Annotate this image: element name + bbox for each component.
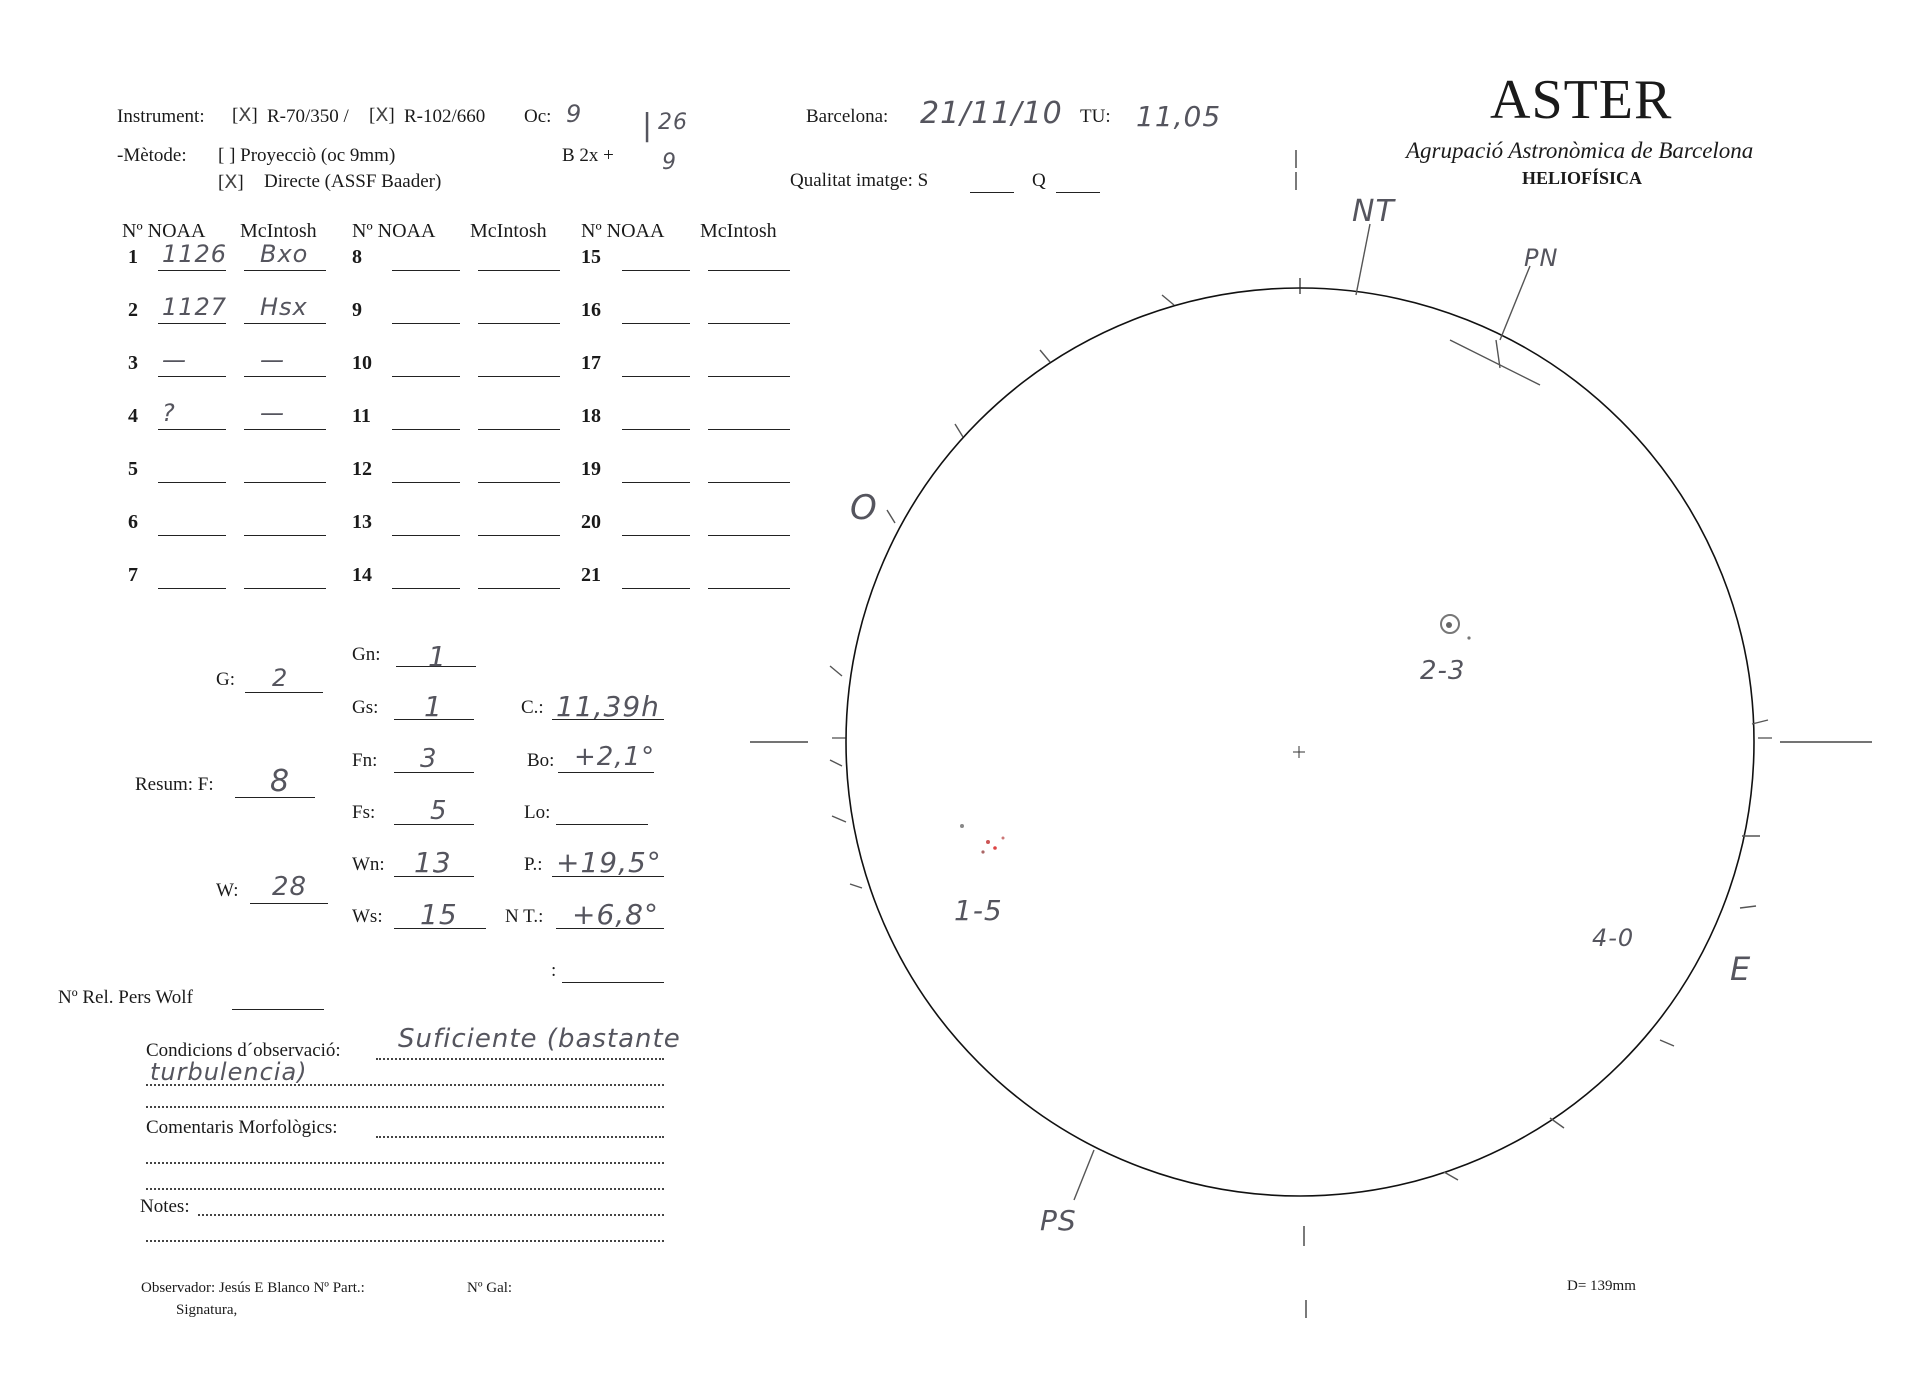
rim-tick: [1162, 295, 1174, 305]
noaa-value: ?: [162, 399, 176, 427]
oc-value: 9: [566, 100, 583, 128]
noaa-value: —: [162, 346, 187, 374]
bo-value: +2,1°: [574, 742, 656, 772]
ws-label: Ws:: [352, 906, 383, 927]
ps-line: [1074, 1150, 1094, 1200]
row-number: 15: [581, 246, 601, 268]
rim-tick: [1752, 720, 1768, 724]
table-header-mcintosh: McIntosh: [700, 220, 777, 242]
noaa-value: 1126: [162, 240, 228, 268]
row-number: 11: [352, 405, 371, 427]
rim-tick: [955, 424, 963, 437]
date-value: 21/11/10: [920, 96, 1063, 131]
c-value: 11,39h: [556, 690, 660, 723]
solar-disk: [846, 288, 1754, 1196]
row-number: 21: [581, 564, 601, 586]
heliofisica-label: HELIOFÍSICA: [1522, 168, 1643, 188]
lo-label: Lo:: [524, 802, 551, 823]
comentaris-label: Comentaris Morfològics:: [146, 1117, 338, 1138]
w-label: W:: [216, 880, 239, 901]
wn-value: 13: [414, 846, 452, 879]
group-1-5-label: 1-5: [954, 894, 1003, 927]
rim-tick: [1444, 1172, 1458, 1180]
row-number: 18: [581, 405, 601, 427]
sunspot-umbra: [1446, 622, 1452, 628]
nt-line: [1356, 224, 1370, 295]
row-number: 8: [352, 246, 362, 268]
gn-label: Gn:: [352, 644, 381, 665]
table-header-mcintosh: McIntosh: [470, 220, 547, 242]
row-number: 16: [581, 299, 601, 321]
b-bottom-value: 9: [662, 150, 677, 175]
condicions-value: Suficiente (bastante: [398, 1024, 681, 1054]
f-value: 8: [270, 764, 291, 799]
mcintosh-value: Bxo: [260, 240, 309, 268]
metode-label: -Mètode:: [117, 145, 187, 166]
aster-title: ASTER: [1490, 69, 1673, 131]
proyeccio-option: [ ] Proyecciò (oc 9mm): [218, 145, 396, 166]
pole-nt-label: NT: [1352, 194, 1395, 229]
diameter-label: D= 139mm: [1567, 1278, 1636, 1294]
signatura-label: Signatura,: [176, 1302, 238, 1318]
instrument-label: Instrument:: [117, 106, 205, 127]
sunspot-dot: [1002, 837, 1005, 840]
nt-value: +6,8°: [572, 898, 659, 931]
b-label: B 2x +: [562, 145, 614, 166]
row-number: 12: [352, 458, 372, 480]
instrument-option-1: R-70/350 /: [267, 106, 349, 127]
colon-label: :: [551, 960, 557, 981]
table-header-mcintosh: McIntosh: [240, 220, 317, 242]
directe-checkbox[interactable]: [X]: [218, 171, 244, 193]
row-number: 10: [352, 352, 372, 374]
condicions-value-2: turbulencia): [150, 1058, 308, 1086]
barcelona-label: Barcelona:: [806, 106, 889, 127]
b-top-value: 26: [658, 110, 688, 135]
row-number: 7: [128, 564, 138, 586]
oc-label: Oc:: [524, 106, 552, 127]
rim-tick: [1740, 906, 1756, 908]
qualitat-q-label: Q: [1032, 170, 1046, 191]
wn-label: Wn:: [352, 854, 385, 875]
g-value: 2: [272, 664, 289, 692]
b-bracket: |: [642, 108, 654, 143]
nogal-label: Nº Gal:: [467, 1280, 513, 1296]
rim-tick: [1040, 350, 1050, 362]
table-header-noaa: Nº NOAA: [581, 220, 665, 242]
mcintosh-value: —: [260, 346, 285, 374]
row-number: 1: [128, 246, 138, 268]
row-number: 17: [581, 352, 601, 374]
sunspot-dot: [986, 840, 990, 844]
row-number: 19: [581, 458, 601, 480]
notes-label: Notes:: [140, 1196, 190, 1217]
observador-label: Observador: Jesús E Blanco Nº Part.:: [141, 1280, 365, 1296]
rim-tick: [1550, 1118, 1564, 1128]
sunspot-dot: [981, 850, 984, 853]
row-number: 3: [128, 352, 138, 374]
row-number: 20: [581, 511, 601, 533]
fn-value: 3: [420, 744, 438, 774]
pn-crossbar: [1450, 340, 1540, 385]
row-number: 5: [128, 458, 138, 480]
g-label: G:: [216, 669, 235, 690]
fs-label: Fs:: [352, 802, 376, 823]
pn-line: [1500, 266, 1530, 340]
row-number: 4: [128, 405, 138, 427]
gn-value: 1: [428, 640, 447, 673]
pole-ps-label: PS: [1040, 1204, 1077, 1237]
sunspot-dot: [993, 846, 997, 850]
instrument-checkbox-2[interactable]: [X]: [369, 104, 395, 126]
c-label: C.:: [521, 697, 544, 718]
noaa-value: 1127: [162, 293, 228, 321]
east-e-label: E: [1730, 950, 1752, 988]
wolf-label: Nº Rel. Pers Wolf: [58, 987, 193, 1008]
rim-tick: [830, 666, 842, 676]
fn-label: Fn:: [352, 750, 378, 771]
aster-subtitle: Agrupació Astronòmica de Barcelona: [1406, 138, 1754, 163]
tu-label: TU:: [1080, 106, 1111, 127]
w-value: 28: [272, 872, 308, 902]
resum-f-label: Resum: F:: [135, 774, 214, 795]
bo-label: Bo:: [527, 750, 555, 771]
gs-label: Gs:: [352, 697, 379, 718]
row-number: 14: [352, 564, 372, 586]
qualitat-label: Qualitat imatge: S: [790, 170, 929, 191]
west-o-label: O: [850, 488, 878, 528]
table-header-noaa: Nº NOAA: [352, 220, 436, 242]
row-number: 6: [128, 511, 138, 533]
rim-tick: [1660, 1040, 1674, 1046]
instrument-option-2: R-102/660: [404, 106, 486, 127]
row-number: 9: [352, 299, 362, 321]
p-value: +19,5°: [556, 846, 662, 879]
mcintosh-value: Hsx: [260, 293, 308, 321]
condicions-label: Condicions d´observació:: [146, 1040, 341, 1061]
sunspot-dot: [960, 824, 964, 828]
rim-tick: [830, 760, 842, 766]
ws-value: 15: [420, 898, 458, 931]
instrument-checkbox-1[interactable]: [X]: [232, 104, 258, 126]
row-number: 13: [352, 511, 372, 533]
rim-tick: [850, 884, 862, 888]
rim-tick: [887, 510, 895, 523]
group-4-0-label: 4-0: [1592, 924, 1635, 952]
group-2-3-label: 2-3: [1420, 656, 1466, 686]
pole-pn-label: PN: [1524, 244, 1559, 272]
row-number: 2: [128, 299, 138, 321]
directe-option: Directe (ASSF Baader): [264, 171, 442, 192]
tu-value: 11,05: [1136, 100, 1222, 133]
rim-tick: [832, 816, 846, 822]
mcintosh-value: —: [260, 399, 285, 427]
p-label: P.:: [524, 854, 543, 875]
table-header-noaa: Nº NOAA: [122, 220, 206, 242]
sunspot-dot: [1467, 636, 1470, 639]
fs-value: 5: [430, 796, 448, 826]
gs-value: 1: [424, 690, 443, 723]
nt-label: N T.:: [505, 906, 544, 927]
